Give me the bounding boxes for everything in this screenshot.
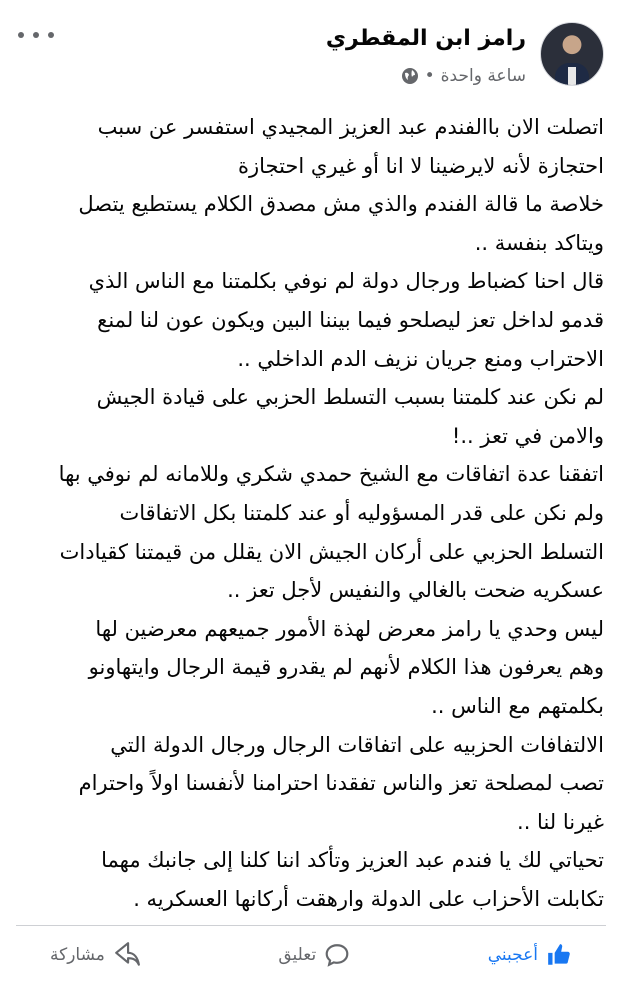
more-dot [48, 32, 54, 38]
post-line: وهم يعرفون هذا الكلام لأنهم لم يقدرو قيمة الرجال وايتهاونو [88, 655, 604, 680]
post-line: والامن في تعز ..! [451, 423, 604, 448]
comment-button[interactable] [278, 932, 350, 978]
post-meta [401, 66, 526, 86]
share-arrow-icon [113, 942, 141, 968]
avatar-shirt [568, 67, 576, 85]
post-line: عسكريه ضحت بالغالي والنفيس لأجل تعز .. [227, 578, 604, 603]
post-line: خلاصة ما قالة الفندم والذي مش مصدق الكلام يستطيع يتصل [78, 192, 604, 217]
actions-divider [16, 925, 606, 926]
post-line: اتصلت الان باالفندم عبد العزيز المجيدي استفسر عن سبب [97, 115, 604, 139]
post-line: تصب لمصلحة تعز والناس تفقدنا احترامنا لأنفسنا اولاً واحترام [78, 771, 604, 796]
post-line: الالتفافات الحزبيه على اتفاقات الرجال ورجال الدولة التي [110, 732, 604, 757]
post-line: قدمو لداخل تعز ليصلحو فيما بيننا البين ويكون عون لنا لمنع [97, 307, 604, 332]
post-actions [0, 932, 622, 978]
post-line: ويتاكد بنفسة .. [474, 230, 604, 255]
post-time[interactable]: ساعة واحدة [440, 66, 526, 86]
post-line: اتفقنا عدة اتفاقات مع الشيخ حمدي شكري وللامانه لم نوفي بها [58, 462, 604, 487]
post-line: ولم نكن على قدر المسؤوليه أو عند كلمتنا بكل الاتفاقات [119, 500, 604, 525]
comment-label: تعليق [278, 945, 317, 965]
post-line: غيرنا لنا .. [517, 809, 604, 834]
post-header [18, 20, 604, 88]
post-line: قال احنا كضباط ورجال دولة لم نوفي بكلمتنا مع الناس الذي [88, 269, 604, 294]
more-options-icon[interactable] [18, 26, 54, 44]
post-line: احتجازة لأنه لايرضينا لا انا أو غيري احتجازة [238, 153, 604, 178]
post-line: تكابلت الأحزاب على الدولة وارهقت أركانها العسكريه . [133, 886, 604, 911]
comment-bubble-icon [324, 942, 350, 968]
author-name[interactable]: رامز ابن المقطري [325, 26, 526, 51]
post-line: لم نكن عند كلمتنا بسبب التسلط الحزبي على قيادة الجيش [96, 385, 604, 410]
post-line: تحياتي لك يا فندم عبد العزيز وتأكد اننا كلنا إلى جانبك مهما [101, 848, 604, 873]
share-label: مشاركة [50, 945, 105, 965]
post-line: التسلط الحزبي على أركان الجيش الان يقلل من قيمتنا كقيادات [59, 539, 604, 564]
post-body [18, 108, 604, 918]
share-button[interactable] [50, 932, 141, 978]
thumbs-up-icon [546, 942, 572, 968]
like-label: أعجبني [487, 945, 538, 965]
globe-icon [401, 67, 419, 85]
meta-separator: • [424, 66, 435, 86]
post-line: ليس وحدي يا رامز معرض لهذة الأمور جميعهم معرضين لها [95, 616, 604, 641]
post-line: بكلمتهم مع الناس .. [431, 693, 604, 718]
more-dot [33, 32, 39, 38]
author-avatar[interactable] [540, 22, 604, 86]
post-line: الاحتراب ومنع جريان نزيف الدم الداخلي .. [237, 346, 604, 371]
like-button[interactable] [488, 932, 572, 978]
more-dot [18, 32, 24, 38]
